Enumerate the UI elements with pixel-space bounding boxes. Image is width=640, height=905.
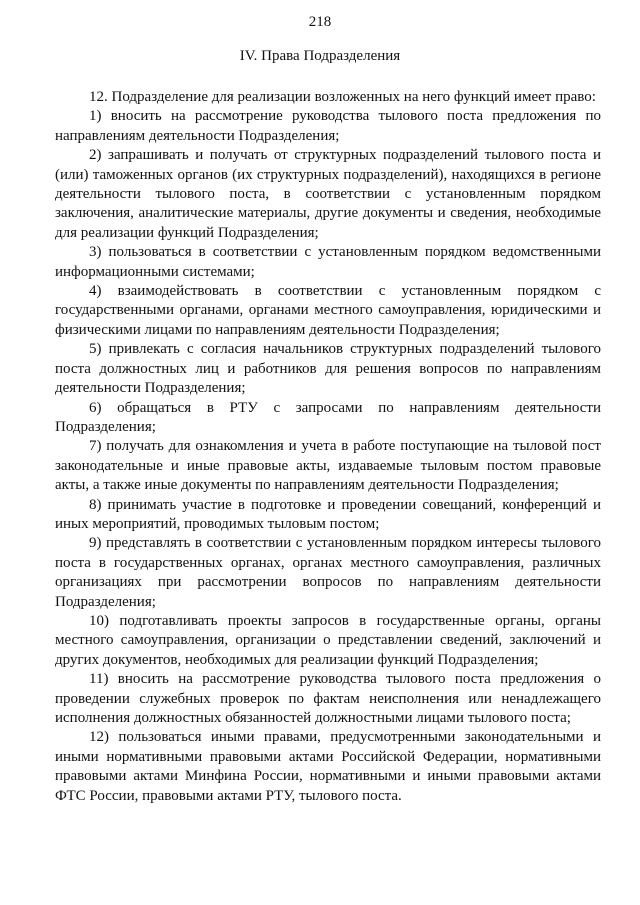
paragraph-intro: 12. Подразделение для реализации возложенных на него функций имеет право: xyxy=(89,89,596,105)
paragraph-item-5: 5) привлекать с согласия начальников структурных подразделений тылового поста должностных лиц и работников для решения вопросов по направлениям деятельности Подразделения; xyxy=(55,341,601,397)
paragraph-item-4: 4) взаимодействовать в соответствии с установленным порядком с государственными органами, органами местного самоуправления, юридическими и физическими лицами по направлениям деятельности Подразделения; xyxy=(55,283,601,338)
paragraph-item-9: 9) представлять в соответствии с установленным порядком интересы тылового поста в государственных органах, органах местного самоуправления, различных организациях при рассмотрении вопросов по направлениям деятельности Подразделения; xyxy=(55,535,601,610)
paragraph-item-11: 11) вносить на рассмотрение руководства тылового поста предложения о проведении служебных проверок по фактам неисполнения или ненадлежащего исполнения должностных обязанностей должностными лицами тылового поста; xyxy=(55,671,601,726)
paragraph-item-2: 2) запрашивать и получать от структурных подразделений тылового поста и (или) таможенных органов (их структурных подразделений), находящихся в регионе деятельности тылового поста, в соответствии с установленным порядком заключения, аналитические материалы, другие документы и сведения, необходимые для реализации функций Подразделения; xyxy=(55,147,601,241)
paragraph-item-10: 10) подготавливать проекты запросов в государственные органы, органы местного самоуправления, организации о представлении сведений, заключений и других документов, необходимых для реализации функций Подразделения; xyxy=(55,612,601,668)
paragraph-item-1: 1) вносить на рассмотрение руководства тылового поста предложения по направлениям деятельности Подразделения; xyxy=(55,108,601,144)
section-title: IV. Права Подразделения xyxy=(239,48,401,64)
paragraph-item-6: 6) обращаться в РТУ с запросами по направлениям деятельности Подразделения; xyxy=(55,399,601,435)
page-number: 218 xyxy=(308,14,332,30)
document-body xyxy=(55,88,601,806)
paragraph-item-12: 12) пользоваться иными правами, предусмотренными законодательными и иными нормативными правовыми актами Российской Федерации, нормативными правовыми актами Минфина России, нормативными и иными правовыми актами ФТС России, правовыми актами РТУ, тылового поста. xyxy=(55,729,601,804)
paragraph-item-3: 3) пользоваться в соответствии с установленным порядком ведомственными информационными системами; xyxy=(55,244,601,280)
paragraph-item-8: 8) принимать участие в подготовке и проведении совещаний, конференций и иных мероприятий, проводимых тыловым постом; xyxy=(55,496,601,532)
paragraph-item-7: 7) получать для ознакомления и учета в работе поступающие на тыловой пост законодательные и иные правовые акты, издаваемые тыловым постом правовые акты, а также иные документы по направлениям деятельности Подразделения; xyxy=(55,438,601,494)
